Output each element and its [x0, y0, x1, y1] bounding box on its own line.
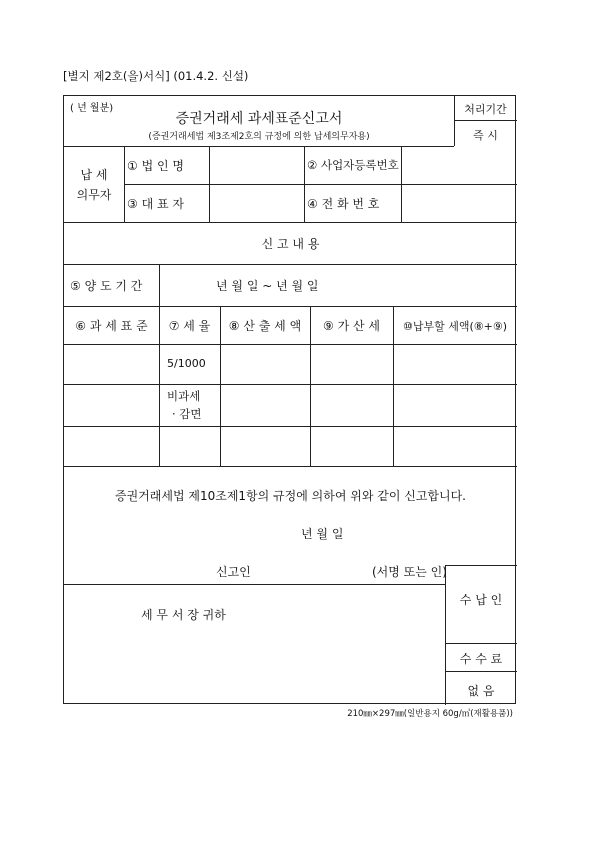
- divider: [445, 565, 517, 566]
- divider: [64, 264, 517, 265]
- period-label: ( 년 월분): [70, 103, 114, 114]
- computed-tax-header: ⑧ 산 출 세 액: [228, 319, 302, 333]
- divider: [124, 146, 125, 222]
- signature-label: (서명 또는 인): [372, 565, 447, 579]
- receipt-stamp-label: 수 납 인: [459, 593, 503, 607]
- penalty-tax-header: ⑨ 가 산 세: [323, 319, 380, 333]
- payable-tax-header: ⑩납부할 세액(⑧+⑨): [402, 320, 507, 333]
- tax-rate-header: ⑦ 세 율: [168, 319, 211, 333]
- form-subtitle: (증권거래세법 제3조제2호의 규정에 의한 납세의무자용): [148, 132, 370, 142]
- phone-label: ④ 전 화 번 호: [307, 197, 380, 211]
- tax-return-form: [63, 95, 516, 704]
- corp-name-label: ① 법 인 명: [127, 159, 184, 173]
- processing-period-value: 즉 시: [473, 129, 498, 142]
- taxpayer-label-line1: 납 세: [80, 168, 108, 182]
- exempt-label-line1: 비과세: [167, 389, 201, 403]
- divider: [64, 344, 517, 345]
- addressee: 세 무 서 장 귀하: [141, 608, 226, 622]
- divider: [401, 146, 402, 222]
- tax-base-header: ⑥ 과 세 표 준: [75, 319, 148, 333]
- biz-reg-no-label: ② 사업자등록번호: [307, 158, 399, 172]
- taxpayer-label-line2: 의무자: [76, 188, 112, 202]
- divider: [64, 426, 517, 427]
- form-title: 증권거래세 과세표준신고서: [175, 111, 343, 127]
- processing-period-label: 처리기간: [464, 103, 507, 116]
- transfer-period-value: 년 월 일 ~ 년 월 일: [216, 279, 319, 293]
- transfer-period-label: ⑤ 양 도 기 간: [70, 279, 143, 293]
- date-line: 년 월 일: [301, 527, 344, 541]
- report-contents-heading: 신 고 내 용: [261, 237, 320, 251]
- divider: [209, 146, 210, 222]
- fee-value: 없 음: [467, 684, 495, 698]
- form-label: [별지 제2호(을)서식] (01.4.2. 신설): [63, 69, 249, 83]
- divider: [304, 146, 305, 222]
- tax-rate-value: 5/1000: [167, 357, 206, 370]
- fee-label: 수 수 료: [459, 652, 503, 666]
- divider: [124, 184, 517, 185]
- declaration-text: 증권거래세법 제10조제1항의 규정에 의하여 위와 같이 신고합니다.: [115, 489, 466, 503]
- exempt-label-line2: · 감면: [172, 407, 202, 421]
- representative-label: ③ 대 표 자: [127, 197, 184, 211]
- divider: [64, 384, 517, 385]
- divider: [64, 584, 445, 585]
- divider: [159, 264, 160, 306]
- divider: [64, 222, 517, 223]
- divider: [64, 146, 454, 147]
- divider: [64, 466, 517, 467]
- divider: [454, 120, 517, 121]
- divider: [445, 671, 517, 672]
- paper-spec-footer: 210㎜×297㎜(일반용지 60g/㎡(재활용품)): [347, 709, 513, 719]
- divider: [445, 643, 517, 644]
- divider: [64, 306, 517, 307]
- declarant-label: 신고인: [216, 565, 251, 579]
